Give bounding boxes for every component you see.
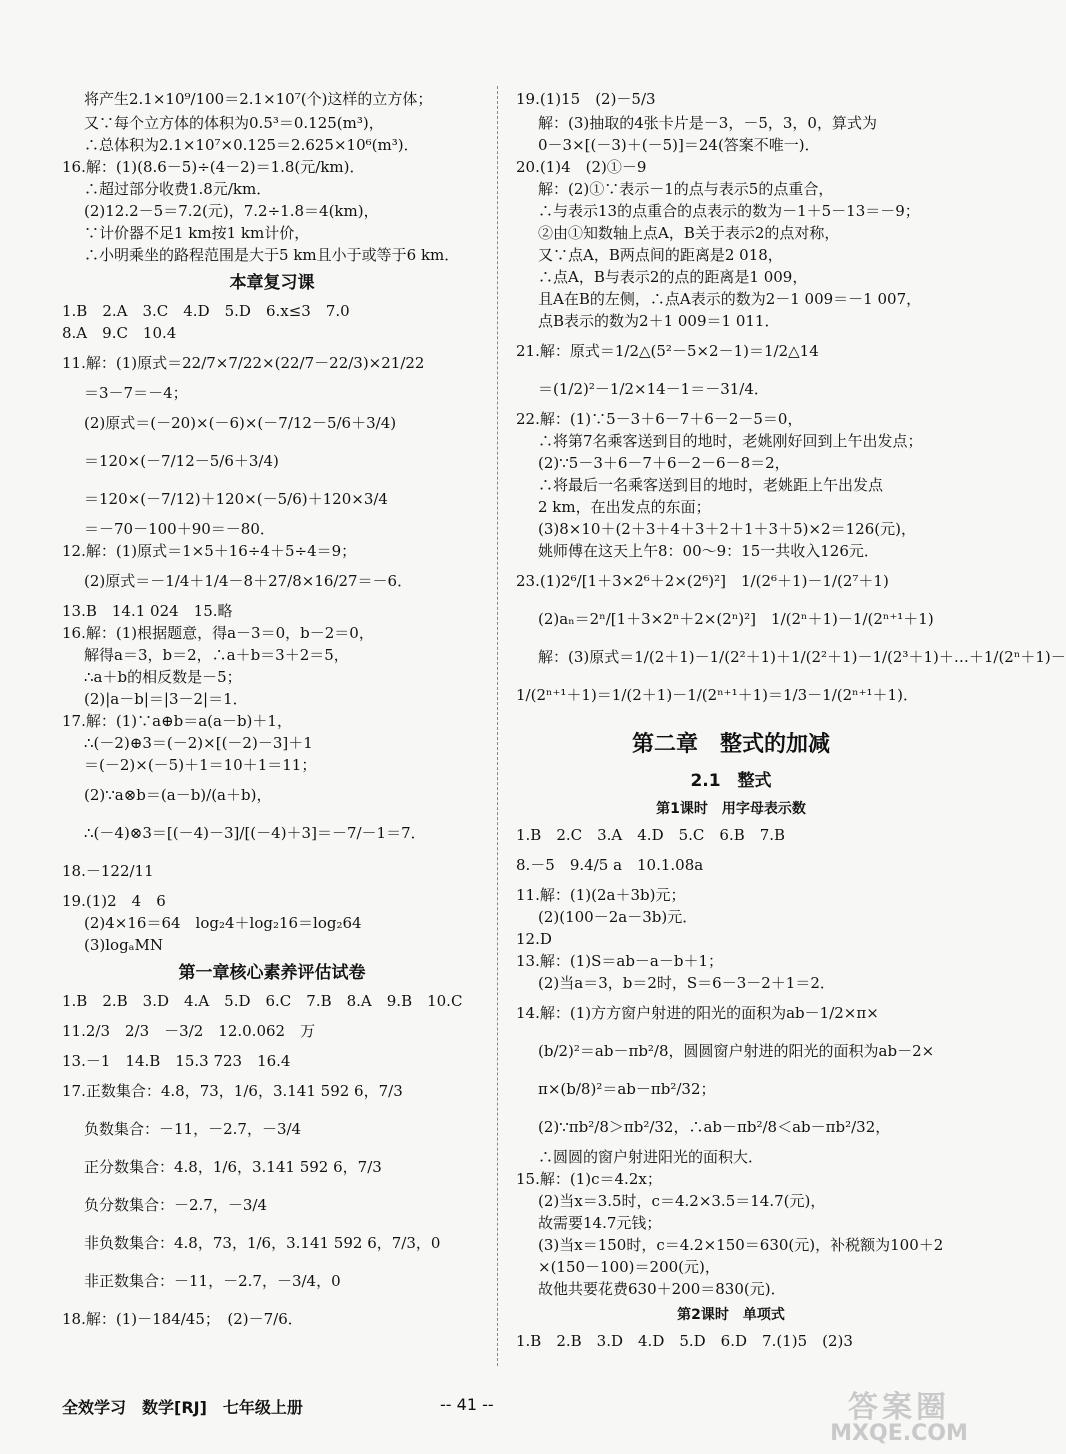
answer-line: ∴将最后一名乘客送到目的地时，老姚距上午出发点 [538,476,884,494]
answer-line: 22.解：(1)∵5－3＋6－7＋6－2－5＝0， [516,410,803,428]
answer-line: 将产生2.1×10⁹/100＝2.1×10⁷(个)这样的立方体； [84,90,433,108]
answer-line: ∴将第7名乘客送到目的地时，老姚刚好回到上午出发点； [538,432,923,450]
section-heading: 第1课时 用字母表示数 [656,801,806,817]
answer-line: 13.B 14.1 024 15.略 [62,602,233,620]
answer-line: ∴圆圆的窗户射进阳光的面积大． [538,1148,764,1166]
footer-book-title: 全效学习 数学[RJ] 七年级上册 [62,1398,303,1417]
answer-line: 14.解：(1)方方窗户射进的阳光的面积为ab－1/2×π× [516,1004,879,1022]
answer-line: 20.(1)4 (2)①－9 [516,158,647,176]
answer-line: 2 km，在出发点的东面； [538,498,711,516]
answer-line: 1.B 2.A 3.C 4.D 5.D 6.x≤3 7.0 [62,302,350,320]
answer-line: (3)logₐMN [84,936,163,954]
watermark-url: MXQE.COM [830,1421,968,1446]
answer-line: 点B表示的数为2＋1 009＝1 011． [538,312,780,330]
answer-line: 解得a＝3，b＝2，∴a＋b＝3＋2＝5， [84,646,349,664]
answer-line: ∴小明乘坐的路程范围是大于5 km且小于或等于6 km． [84,246,460,264]
answer-line: ＝3－7＝－4； [84,384,188,402]
answer-line: (3)8×10＋(2＋3＋4＋3＋2＋1＋3＋5)×2＝126(元)， [538,520,916,538]
answer-line: (2)∵5－3＋6－7＋6－2－6－8＝2， [538,454,790,472]
answer-line: 1.B 2.B 3.D 4.A 5.D 6.C 7.B 8.A 9.B 10.C [62,992,463,1010]
answer-line: 16.解：(1)(8.6－5)÷(4－2)＝1.8(元/km)． [62,158,365,176]
answer-line: ＝－70－100＋90＝－80． [84,520,275,538]
page-number: -- 41 -- [440,1395,494,1414]
answer-line: ②由①知数轴上点A，B关于表示2的点对称， [538,224,840,242]
answer-line: 18.－122/11 [62,862,154,880]
answer-line: (2)当x＝3.5时，c＝4.2×3.5＝14.7(元)， [538,1192,826,1210]
answer-line: 且A在B的左侧，∴点A表示的数为2－1 009＝－1 007， [538,290,922,308]
answer-line: (b/2)²＝ab－πb²/8，圆圆窗户射进的阳光的面积为ab－2× [538,1042,935,1060]
answer-line: ＝120×(－7/12)＋120×(－5/6)＋120×3/4 [84,490,388,508]
answer-line: 解：(2)①∵表示－1的点与表示5的点重合， [538,180,834,198]
answer-line: 1.B 2.C 3.A 4.D 5.C 6.B 7.B [516,826,786,844]
answer-line: (2)|a－b|＝|3－2|＝1． [84,690,248,708]
answer-line: (2)(100－2a－3b)元． [538,908,698,926]
answer-line: (2)原式＝(－20)×(－6)×(－7/12－5/6＋3/4) [84,414,397,432]
answer-line: 18.解：(1)－184/45； (2)－7/6． [62,1310,303,1328]
watermark-text: 答案圈 [848,1390,950,1425]
answer-line: 负分数集合：－2.7，－3/4 [84,1196,267,1214]
answer-line: 又∵每个立方体的体积为0.5³＝0.125(m³)， [84,114,384,132]
answer-line: ＝(1/2)²－1/2×14－1＝－31/4． [538,380,769,398]
left-column [62,86,482,1338]
answer-line: 12.解：(1)原式＝1×5＋16÷4＋5÷4＝9； [62,542,357,560]
answer-line: (2)∵πb²/8＞πb²/32，∴ab－πb²/8＜ab－πb²/32， [538,1118,891,1136]
column-divider [497,86,498,1366]
answer-line: 11.解：(1)(2a＋3b)元； [516,886,686,904]
answer-line: 0－3×[(－3)＋(－5)]＝24(答案不唯一)． [538,136,820,154]
answer-line: 故他共要花费630＋200＝830(元)． [538,1280,786,1298]
section-heading: 第二章 整式的加减 [631,732,830,757]
answer-line: ∴总体积为2.1×10⁷×0.125＝2.625×10⁶(m³)． [84,136,419,154]
answer-line: 解：(3)抽取的4张卡片是－3，－5，3，0，算式为 [538,114,877,132]
answer-line: 正分数集合：4.8，1/6，3.141 592 6，7/3 [84,1158,382,1176]
answer-line: ∴点A，B与表示2的点的距离是1 009， [538,268,808,286]
answer-line: 12.D [516,930,552,948]
section-heading: 本章复习课 [229,273,315,293]
answer-line: ×(150－100)＝200(元)， [538,1258,720,1276]
answer-line: 1/(2ⁿ⁺¹＋1)＝1/(2＋1)－1/(2ⁿ⁺¹＋1)＝1/3－1/(2ⁿ⁺¹＋1)． [516,686,918,704]
answer-line: 13.解：(1)S＝ab－a－b＋1； [516,952,724,970]
right-column [516,86,1066,1352]
answer-line: 21.解：原式＝1/2△(5²－5×2－1)＝1/2△14 [516,342,819,360]
answer-line: 19.(1)15 (2)－5/3 [516,90,656,108]
answer-line: ＝(－2)×(－5)＋1＝10＋1＝11； [84,756,317,774]
answer-line: 非正数集合：－11，－2.7，－3/4，0 [84,1272,341,1290]
answer-line: ∴与表示13的点重合的点表示的数为－1＋5－13＝－9； [538,202,920,220]
answer-line: 17.解：(1)∵a⊕b＝a(a－b)＋1， [62,712,292,730]
answer-line: 15.解：(1)c＝4.2x； [516,1170,662,1188]
answer-line: ∴(－4)⊗3＝[(－4)－3]/[(－4)＋3]＝－7/－1＝7． [84,824,426,842]
answer-line: ∴a＋b的相反数是－5； [84,668,242,686]
answer-line: (2)aₙ＝2ⁿ/[1＋3×2ⁿ＋2×(2ⁿ)²] 1/(2ⁿ＋1)－1/(2ⁿ⁺¹＋1) [538,610,934,628]
answer-line: 11.2/3 2/3 －3/2 12.0.062 万 [62,1022,316,1040]
answer-line: (2)原式＝－1/4＋1/4－8＋27/8×16/27＝－6． [84,572,413,590]
answer-line: 非负数集合：4.8，73，1/6，3.141 592 6，7/3，0 [84,1234,441,1252]
answer-line: 11.解：(1)原式＝22/7×7/22×(22/7－22/3)×21/22 [62,354,425,372]
answer-line: 23.(1)2⁶/[1＋3×2⁶＋2×(2⁶)²] 1/(2⁶＋1)－1/(2⁷＋1) [516,572,889,590]
answer-line: ∵计价器不足1 km按1 km计价， [84,224,310,242]
answer-line: ∴(－2)⊕3＝(－2)×[(－2)－3]＋1 [84,734,313,752]
answer-line: 故需要14.7元钱； [538,1214,662,1232]
answer-line: (2)4×16＝64 log₂4＋log₂16＝log₂64 [84,914,362,932]
answer-line: 19.(1)2 4 6 [62,892,166,910]
answer-line: 13.－1 14.B 15.3 723 16.4 [62,1052,291,1070]
answer-line: 负数集合：－11，－2.7，－3/4 [84,1120,302,1138]
section-heading: 2.1 整式 [690,771,772,791]
answer-line: 又∵点A，B两点间的距离是2 018， [538,246,783,264]
answer-line: (2)∵a⊗b＝(a－b)/(a＋b)， [84,786,272,804]
answer-line: (3)当x＝150时，c＝4.2×150＝630(元)，补税额为100＋2 [538,1236,944,1254]
answer-line: 8.A 9.C 10.4 [62,324,177,342]
answer-line: 16.解：(1)根据题意，得a－3＝0，b－2＝0， [62,624,374,642]
answer-line: (2)当a＝3，b＝2时，S＝6－3－2＋1＝2． [538,974,835,992]
answer-line: 8.－5 9.4/5 a 10.1.08a [516,856,704,874]
section-heading: 第一章核心素养评估试卷 [178,963,366,983]
section-heading: 第2课时 单项式 [677,1307,785,1323]
answer-line: 17.正数集合：4.8，73，1/6，3.141 592 6，7/3 [62,1082,403,1100]
answer-line: 姚师傅在这天上午8：00～9：15一共收入126元． [538,542,879,560]
answer-line: (2)12.2－5＝7.2(元)，7.2÷1.8＝4(km)， [84,202,379,220]
answer-line: ＝120×(－7/12－5/6＋3/4) [84,452,279,470]
answer-line: π×(b/8)²＝ab－πb²/32； [538,1080,716,1098]
watermark-logo [810,1390,988,1453]
answer-line: 解：(3)原式＝1/(2＋1)－1/(2²＋1)＋1/(2²＋1)－1/(2³＋1)＋…＋1/(2ⁿ＋1)－ [538,648,1066,666]
answer-line: 1.B 2.B 3.D 4.D 5.D 6.D 7.(1)5 (2)3 [516,1332,853,1350]
answer-line: ∴超过部分收费1.8元/km． [84,180,272,198]
